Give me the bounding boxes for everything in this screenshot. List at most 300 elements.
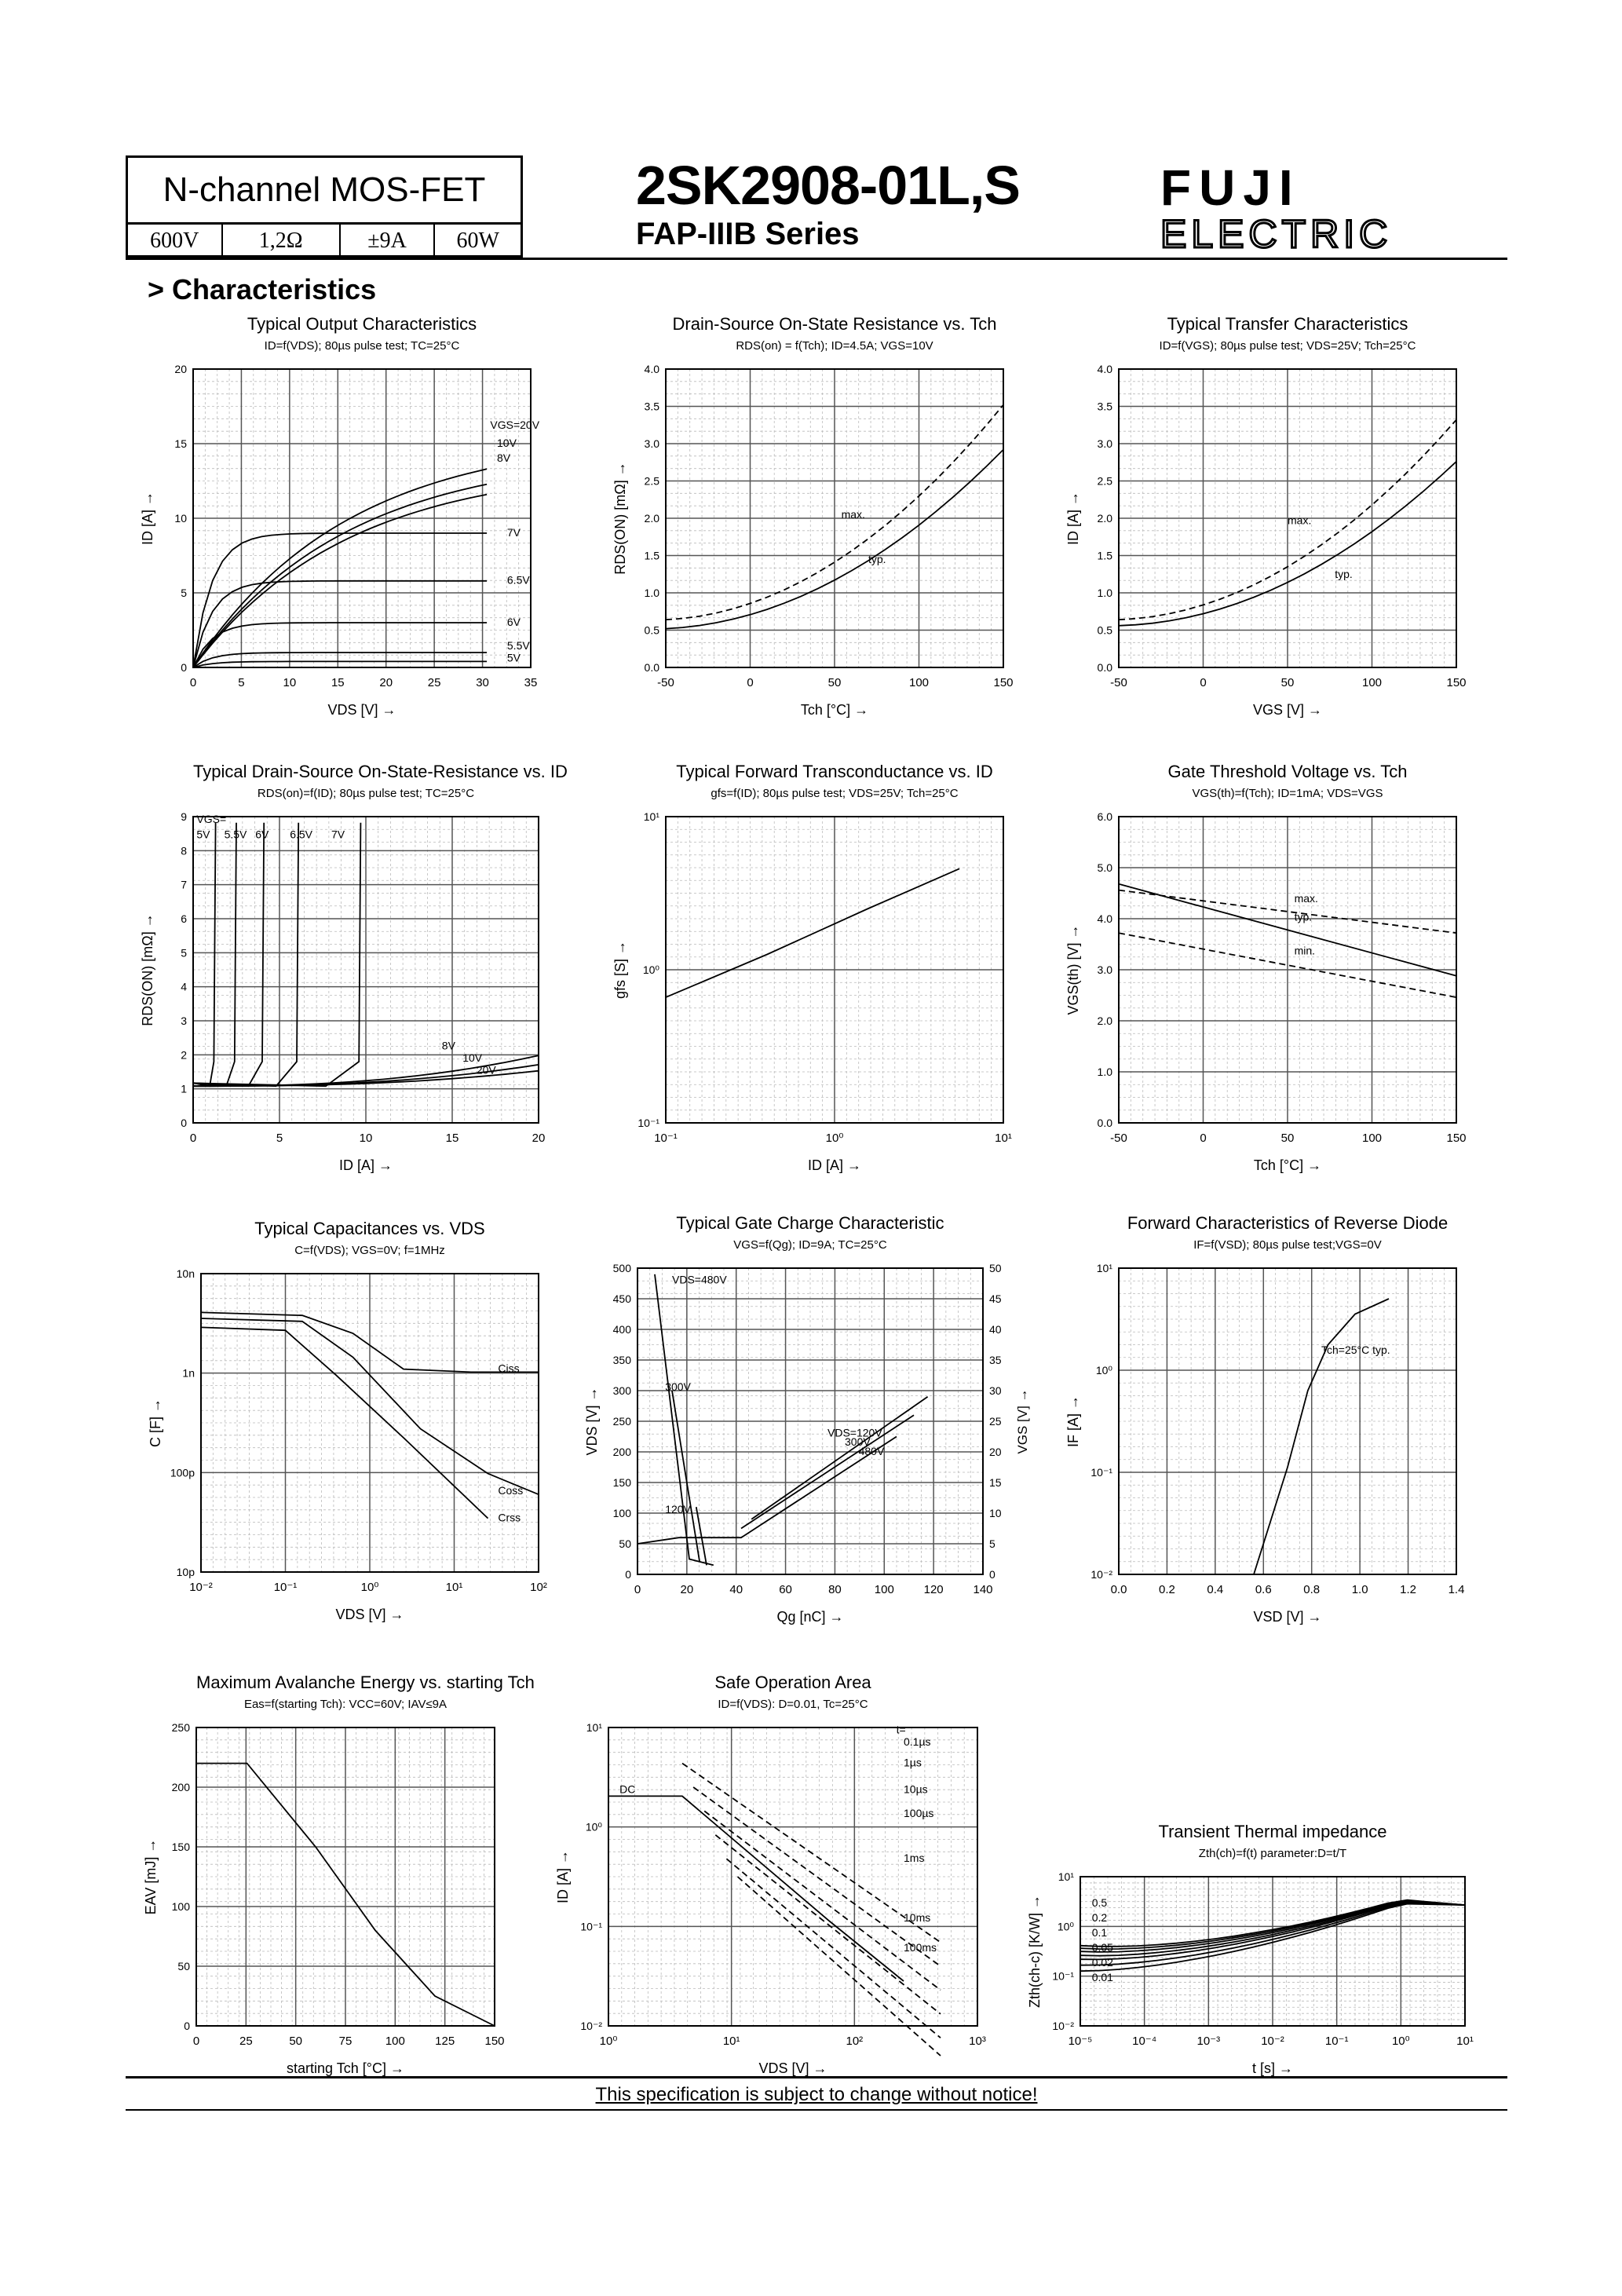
- x-tick-label: 20: [379, 676, 393, 689]
- device-type: N-channel MOS-FET: [128, 158, 521, 225]
- y-tick-label: 1.0: [644, 587, 659, 599]
- chart-2: [1048, 314, 1503, 722]
- x-tick-label: 10⁻²: [189, 1581, 213, 1594]
- chart-plot: [567, 1256, 1030, 1641]
- y2-tick-label: 15: [989, 1476, 1002, 1489]
- y-tick-label: 250: [171, 1721, 190, 1734]
- x-tick-label: 10⁰: [599, 2035, 618, 2048]
- chart-subtitle: ID=f(VGS); 80µs pulse test; VDS=25V; Tch=25°C: [1159, 339, 1416, 353]
- device-summary-box: [126, 155, 523, 258]
- x-axis-label: VDS [V] →: [758, 2060, 827, 2076]
- y2-tick-label: 35: [989, 1354, 1002, 1366]
- footer-divider-top: [126, 2076, 1507, 2078]
- curve-label: 10ms: [904, 1911, 931, 1924]
- x-tick-label: 1.0: [1351, 1583, 1368, 1596]
- y-tick-label: 1: [181, 1082, 187, 1095]
- y-tick-label: 15: [174, 437, 187, 450]
- x-tick-label: 0: [192, 2035, 200, 2048]
- x-axis-label: VDS [V] →: [335, 1607, 404, 1622]
- y-tick-label: 300: [612, 1384, 631, 1397]
- curve-label: typ.: [1294, 910, 1313, 923]
- y2-tick-label: 20: [989, 1446, 1002, 1458]
- x-tick-label: 25: [427, 676, 441, 689]
- x-tick-label: 120: [923, 1583, 944, 1596]
- x-tick-label: 100: [908, 676, 930, 689]
- x-tick-label: 15: [331, 676, 345, 689]
- curve-label: 0.1µs: [904, 1735, 931, 1748]
- chart-subtitle: RDS(on) = f(Tch); ID=4.5A; VGS=10V: [736, 339, 933, 353]
- x-tick-label: 100: [874, 1583, 894, 1596]
- chart-plot: [595, 357, 1050, 734]
- chart-subtitle: RDS(on)=f(ID); 80µs pulse test; TC=25°C: [257, 787, 475, 800]
- curve-label: VDS=480V: [672, 1273, 727, 1286]
- x-tick-label: 15: [445, 1132, 459, 1145]
- chart-9: [126, 1673, 542, 2081]
- y-axis-label: ID [A] →: [555, 1849, 571, 1904]
- y-tick-label: 500: [612, 1262, 631, 1274]
- curve-label: Ciss: [498, 1362, 520, 1375]
- chart-title: Typical Gate Charge Characteristic: [676, 1213, 944, 1233]
- y-tick-label: 2.5: [644, 474, 659, 488]
- spec-power: 60W: [456, 229, 499, 253]
- y2-tick-label: 0: [989, 1568, 995, 1581]
- y-tick-label: 4.0: [1097, 912, 1112, 925]
- y-tick-label: 5: [181, 946, 187, 960]
- series-line: [666, 868, 959, 997]
- x-tick-label: -50: [1110, 676, 1127, 689]
- x-tick-label: 150: [1446, 676, 1467, 689]
- curve-label: t=: [896, 1723, 906, 1736]
- y-tick-label: 0: [181, 661, 187, 674]
- x-tick-label: 10⁻⁴: [1132, 2035, 1157, 2048]
- x-tick-label: 10⁻⁵: [1068, 2035, 1093, 2048]
- chart-plot: [126, 1716, 542, 2093]
- chart-title: Typical Drain-Source On-State-Resistance vs. ID: [193, 762, 568, 781]
- x-tick-label: 5: [276, 1132, 283, 1145]
- x-tick-label: -50: [657, 676, 674, 689]
- curve-label: 20V: [476, 1063, 496, 1077]
- x-axis-label: Tch [°C] →: [1253, 1157, 1322, 1173]
- x-axis-label: Qg [nC] →: [776, 1609, 844, 1625]
- curve-label: 0.02: [1091, 1956, 1113, 1969]
- x-tick-label: 100: [385, 2035, 405, 2048]
- x-tick-label: 0: [634, 1583, 641, 1596]
- x-tick-label: 10⁰: [1391, 2035, 1410, 2048]
- curve-label: 6V: [506, 615, 521, 628]
- section-title: > Characteristics: [148, 273, 377, 305]
- x-tick-label: 10⁻²: [1261, 2035, 1284, 2048]
- y-tick-label: 200: [612, 1446, 631, 1458]
- y-tick-label: 350: [612, 1354, 631, 1366]
- chart-10: [538, 1673, 1025, 2081]
- chart-plot: [1048, 357, 1503, 734]
- x-tick-label: 0: [1200, 1132, 1207, 1145]
- curve-label: 120V: [665, 1503, 691, 1515]
- x-tick-label: 100: [1361, 676, 1383, 689]
- y-axis-label: Zth(ch-c) [K/W] →: [1027, 1895, 1043, 2008]
- curve-label: 7V: [506, 525, 521, 539]
- series-line: [704, 1811, 941, 1990]
- series-line: [193, 623, 487, 667]
- y-tick-label: 100: [612, 1507, 631, 1519]
- y-tick-label: 50: [619, 1537, 631, 1550]
- spec-voltage: 600V: [128, 225, 223, 258]
- chart-plot: [122, 805, 586, 1190]
- chart-plot: [538, 1716, 1025, 2093]
- x-tick-label: 10: [359, 1132, 373, 1145]
- y-tick-label: 10⁻¹: [1090, 1466, 1112, 1479]
- y-axis-label: ID [A] →: [1065, 491, 1081, 546]
- chart-subtitle: Zth(ch)=f(t) parameter:D=t/T: [1198, 1847, 1347, 1860]
- x-tick-label: 10⁻¹: [654, 1132, 678, 1145]
- chart-6: [130, 1219, 586, 1627]
- y2-axis-label: VGS [V] →: [1015, 1388, 1030, 1454]
- y-tick-label: 1.5: [1097, 549, 1112, 562]
- y-tick-label: 100: [171, 1900, 190, 1913]
- y-tick-label: 2.0: [644, 512, 659, 525]
- curve-label: 0.2: [1091, 1911, 1108, 1924]
- chart-title: Forward Characteristics of Reverse Diode: [1127, 1213, 1448, 1233]
- y-tick-label: 10⁰: [642, 963, 659, 976]
- y-axis-label: VDS [V] →: [584, 1387, 600, 1456]
- y-tick-label: 100p: [170, 1466, 195, 1479]
- x-tick-label: 0.4: [1207, 1583, 1224, 1596]
- x-tick-label: 50: [1280, 1132, 1295, 1145]
- curve-label: 6V: [255, 828, 269, 841]
- chart-plot: [1010, 1865, 1512, 2093]
- y-tick-label: 2: [181, 1048, 187, 1062]
- y-axis-label: RDS(ON) [mΩ] →: [612, 462, 628, 575]
- curve-label: 5.5V: [224, 828, 247, 841]
- chart-title: Maximum Avalanche Energy vs. starting Tch: [196, 1673, 535, 1692]
- chart-title: Drain-Source On-State Resistance vs. Tch: [672, 314, 997, 334]
- x-tick-label: 10²: [846, 2035, 864, 2048]
- x-axis-label: VDS [V] →: [327, 702, 396, 718]
- chart-subtitle: Eas=f(starting Tch): VCC=60V; IAV≤9A: [243, 1698, 448, 1711]
- x-axis-label: t [s] →: [1251, 2060, 1294, 2076]
- chart-1: [595, 314, 1050, 722]
- y-axis-label: ID [A] →: [140, 491, 155, 546]
- y-tick-label: 4.0: [1097, 363, 1112, 375]
- x-tick-label: 10⁰: [825, 1132, 844, 1145]
- x-tick-label: 30: [476, 676, 489, 689]
- curve-label: 0.1: [1091, 1926, 1108, 1939]
- y-tick-label: 10¹: [586, 1721, 602, 1734]
- curve-label: 5V: [196, 828, 210, 841]
- y-tick-label: 400: [612, 1323, 631, 1336]
- y-tick-label: 6.0: [1097, 810, 1112, 823]
- y-tick-label: 2.0: [1097, 1015, 1112, 1027]
- curve-label: 8V: [497, 451, 511, 464]
- y-tick-label: 1.0: [1097, 1066, 1112, 1078]
- x-tick-label: 40: [729, 1583, 743, 1596]
- y-tick-label: 10⁻²: [1052, 2020, 1074, 2032]
- curve-label: VGS=20V: [490, 419, 540, 431]
- chart-title: Typical Forward Transconductance vs. ID: [676, 762, 993, 781]
- y-tick-label: 20: [174, 363, 187, 375]
- part-number: 2SK2908-01L,S: [636, 155, 1020, 216]
- y-tick-label: 150: [612, 1476, 631, 1489]
- x-tick-label: 100: [1361, 1132, 1383, 1145]
- y-tick-label: 8: [181, 844, 187, 857]
- x-tick-label: 10¹: [445, 1581, 463, 1594]
- y-tick-label: 10⁰: [1095, 1364, 1112, 1377]
- curve-label: max.: [1294, 892, 1318, 905]
- x-tick-label: 25: [239, 2035, 253, 2048]
- x-tick-label: 5: [238, 676, 245, 689]
- series-line: [655, 1274, 714, 1566]
- spec-current: ±9A: [341, 225, 436, 258]
- curve-label: DC: [619, 1782, 636, 1796]
- x-tick-label: 10⁰: [360, 1581, 379, 1594]
- spec-resistance: 1,2Ω: [223, 225, 341, 258]
- curve-label: typ.: [868, 553, 886, 565]
- curve-label: typ.: [1335, 568, 1353, 580]
- chart-title: Typical Transfer Characteristics: [1167, 314, 1408, 334]
- y2-tick-label: 25: [989, 1415, 1002, 1428]
- x-axis-label: Tch [°C] →: [800, 702, 869, 718]
- curve-label: 100ms: [904, 1941, 937, 1954]
- curve-label: 480V: [858, 1444, 885, 1457]
- y-tick-label: 10⁰: [585, 1820, 602, 1834]
- y-tick-label: 4: [181, 980, 187, 993]
- x-axis-label: VGS [V] →: [1252, 702, 1323, 718]
- series-name: FAP-IIIB Series: [636, 217, 860, 251]
- chart-5: [1048, 762, 1503, 1178]
- y-tick-label: 0: [625, 1568, 631, 1581]
- chart-3: [122, 762, 586, 1178]
- curve-label: Tch=25°C typ.: [1321, 1344, 1390, 1357]
- x-tick-label: 10²: [530, 1581, 547, 1594]
- x-tick-label: 125: [435, 2035, 455, 2048]
- y-tick-label: 10n: [176, 1267, 195, 1280]
- x-axis-label: ID [A] →: [338, 1157, 393, 1173]
- x-tick-label: 75: [338, 2035, 353, 2048]
- chart-subtitle: VGS(th)=f(Tch); ID=1mA; VDS=VGS: [1192, 787, 1383, 800]
- curve-label: 10µs: [904, 1782, 928, 1796]
- y2-tick-label: 40: [989, 1323, 1002, 1336]
- curve-label: max.: [841, 508, 865, 521]
- curve-label: 1µs: [904, 1756, 922, 1769]
- y-tick-label: 10⁻¹: [580, 1920, 602, 1933]
- y-tick-label: 3.0: [644, 437, 659, 450]
- curve-label: 6.5V: [506, 573, 530, 587]
- y-tick-label: 5: [181, 587, 187, 599]
- y-tick-label: 10⁰: [1057, 1920, 1074, 1933]
- y-tick-label: 6: [181, 912, 187, 925]
- x-tick-label: 0.6: [1255, 1583, 1272, 1596]
- curve-label: max.: [1288, 514, 1312, 527]
- y-tick-label: 0: [184, 2020, 190, 2032]
- y-tick-label: 1.5: [644, 549, 659, 562]
- chart-plot: [130, 1262, 586, 1639]
- y-axis-label: IF [A] →: [1065, 1395, 1081, 1448]
- y-tick-label: 10⁻¹: [1052, 1969, 1074, 1983]
- y-axis-label: RDS(ON) [mΩ] →: [140, 913, 155, 1026]
- y-axis-label: gfs [S] →: [612, 940, 628, 1000]
- y-tick-label: 3: [181, 1015, 187, 1027]
- series-line: [608, 1796, 904, 1981]
- x-tick-label: 150: [484, 2035, 505, 2048]
- chart-plot: [1048, 1256, 1503, 1641]
- series-line: [193, 533, 487, 667]
- curve-label: Crss: [498, 1511, 521, 1524]
- x-tick-label: 50: [827, 676, 842, 689]
- x-tick-label: 0.0: [1110, 1583, 1127, 1596]
- curve-label: 10V: [497, 436, 517, 449]
- chart-plot: [122, 357, 578, 734]
- y-tick-label: 7: [181, 878, 187, 891]
- curve-label: 300V: [845, 1435, 871, 1449]
- series-line: [751, 1397, 927, 1519]
- x-tick-label: 0: [189, 1132, 197, 1145]
- y-tick-label: 10¹: [1058, 1870, 1074, 1883]
- y2-tick-label: 10: [989, 1507, 1002, 1519]
- y-tick-label: 450: [612, 1292, 631, 1305]
- chart-8: [1048, 1213, 1503, 1629]
- y-tick-label: 3.0: [1097, 437, 1112, 450]
- chart-plot: [1048, 805, 1503, 1190]
- y-tick-label: 0.0: [1097, 1117, 1112, 1129]
- chart-4: [595, 762, 1050, 1178]
- y-tick-label: 0.5: [644, 623, 659, 637]
- y-tick-label: 150: [171, 1841, 190, 1853]
- curve-label: 0.05: [1091, 1941, 1113, 1954]
- x-tick-label: 10⁻¹: [273, 1581, 298, 1594]
- curve-label: VDS=120V: [827, 1426, 882, 1439]
- curve-label: 8V: [441, 1039, 455, 1052]
- y-tick-label: 3.5: [1097, 400, 1112, 413]
- chart-title: Typical Capacitances vs. VDS: [254, 1219, 485, 1238]
- fuji-electric-logo: [1160, 159, 1506, 254]
- y-tick-label: 2.0: [1097, 512, 1112, 525]
- curve-label: 5.5V: [506, 639, 530, 653]
- x-axis-label: VSD [V] →: [1253, 1609, 1322, 1625]
- x-tick-label: 10: [283, 676, 297, 689]
- chart-7: [567, 1213, 1030, 1629]
- y-axis-label: C [F] →: [148, 1398, 163, 1447]
- chart-plot: [595, 805, 1050, 1190]
- chart-title: Gate Threshold Voltage vs. Tch: [1167, 762, 1408, 781]
- y-tick-label: 0.0: [644, 661, 659, 674]
- logo-brand-top: FUJI: [1160, 159, 1301, 216]
- x-tick-label: 60: [779, 1583, 792, 1596]
- chart-subtitle: ID=f(VDS): D=0.01, Tc=25°C: [718, 1698, 868, 1711]
- series-line: [1254, 1299, 1389, 1574]
- x-tick-label: 10¹: [995, 1132, 1012, 1145]
- x-tick-label: 80: [828, 1583, 842, 1596]
- series-line: [193, 484, 487, 667]
- curve-label: min.: [1294, 944, 1316, 957]
- x-tick-label: 0: [747, 676, 754, 689]
- curve-label: 7V: [331, 828, 345, 841]
- x-tick-label: 150: [993, 676, 1014, 689]
- x-tick-label: 0.2: [1158, 1583, 1175, 1596]
- curve-label: 0.01: [1091, 1971, 1113, 1983]
- x-tick-label: -50: [1110, 1132, 1127, 1145]
- y2-tick-label: 45: [989, 1292, 1002, 1305]
- chart-subtitle: ID=f(VDS); 80µs pulse test; TC=25°C: [264, 339, 460, 353]
- x-tick-label: 0: [1200, 676, 1207, 689]
- footer-divider-bottom: [126, 2109, 1507, 2111]
- chart-subtitle: IF=f(VSD); 80µs pulse test;VGS=0V: [1193, 1238, 1382, 1252]
- curve-label: 10V: [462, 1051, 483, 1064]
- chart-subtitle: gfs=f(ID); 80µs pulse test; VDS=25V; Tch=25°C: [711, 787, 959, 800]
- footer-notice: This specification is subject to change without notice!: [595, 2084, 1038, 2105]
- x-tick-label: 0: [189, 676, 197, 689]
- y-axis-label: EAV [mJ] →: [143, 1838, 159, 1915]
- x-tick-label: 0.8: [1303, 1583, 1321, 1596]
- chart-subtitle: C=f(VDS); VGS=0V; f=1MHz: [294, 1244, 445, 1257]
- curve-label: VGS=: [196, 812, 227, 825]
- y2-tick-label: 50: [989, 1262, 1002, 1274]
- x-tick-label: 1.4: [1448, 1583, 1465, 1596]
- x-axis-label: ID [A] →: [807, 1157, 862, 1173]
- x-tick-label: 50: [289, 2035, 303, 2048]
- y-tick-label: 0.0: [1097, 661, 1112, 674]
- curve-label: 100µs: [904, 1807, 934, 1819]
- x-tick-label: 10⁻³: [1196, 2035, 1221, 2048]
- y-tick-label: 1.0: [1097, 587, 1112, 599]
- y-tick-label: 10⁻²: [1090, 1568, 1112, 1581]
- x-tick-label: 35: [524, 676, 538, 689]
- series-line: [193, 661, 487, 667]
- y-tick-label: 4.0: [644, 363, 659, 375]
- logo-brand-bottom: ELECTRIC: [1160, 212, 1393, 254]
- y-tick-label: 10¹: [1096, 1262, 1112, 1274]
- y-tick-label: 3.5: [644, 400, 659, 413]
- y-tick-label: 10¹: [643, 810, 659, 823]
- y-tick-label: 250: [612, 1415, 631, 1428]
- spec-row: [128, 225, 521, 258]
- chart-title: Transient Thermal impedance: [1158, 1822, 1387, 1841]
- x-tick-label: 10⁻¹: [1324, 2035, 1349, 2048]
- x-tick-label: 10¹: [722, 2035, 740, 2048]
- curve-label: Coss: [498, 1484, 524, 1497]
- x-tick-label: 140: [973, 1583, 993, 1596]
- chart-title: Typical Output Characteristics: [247, 314, 477, 334]
- y-tick-label: 10⁻¹: [637, 1117, 659, 1129]
- x-tick-label: 10³: [969, 2035, 986, 2048]
- curve-label: 300V: [665, 1380, 691, 1393]
- x-axis-label: starting Tch [°C] →: [287, 2060, 404, 2076]
- y-tick-label: 200: [171, 1781, 190, 1793]
- x-tick-label: 10¹: [1456, 2035, 1474, 2048]
- y-tick-label: 0: [181, 1117, 187, 1129]
- chart-11: [1010, 1822, 1512, 2081]
- y2-tick-label: 30: [989, 1384, 1002, 1397]
- curve-label: 1ms: [904, 1852, 925, 1864]
- x-tick-label: 20: [680, 1583, 694, 1596]
- chart-subtitle: VGS=f(Qg); ID=9A; TC=25°C: [733, 1238, 887, 1252]
- series-line: [682, 1764, 941, 1943]
- y-tick-label: 10⁻²: [580, 2020, 602, 2032]
- y-axis-label: VGS(th) [V] →: [1065, 924, 1081, 1015]
- x-tick-label: 1.2: [1400, 1583, 1417, 1596]
- x-tick-label: 50: [1280, 676, 1295, 689]
- y-tick-label: 9: [181, 810, 187, 823]
- x-tick-label: 150: [1446, 1132, 1467, 1145]
- y2-tick-label: 5: [989, 1537, 995, 1550]
- header-divider: [126, 258, 1507, 260]
- curve-label: 0.5: [1091, 1896, 1108, 1909]
- y-tick-label: 3.0: [1097, 963, 1112, 976]
- chart-title: Safe Operation Area: [714, 1673, 871, 1692]
- curve-label: 5V: [506, 651, 521, 664]
- y-tick-label: 50: [177, 1960, 190, 1972]
- x-tick-label: 20: [532, 1132, 546, 1145]
- y-tick-label: 10: [174, 512, 187, 525]
